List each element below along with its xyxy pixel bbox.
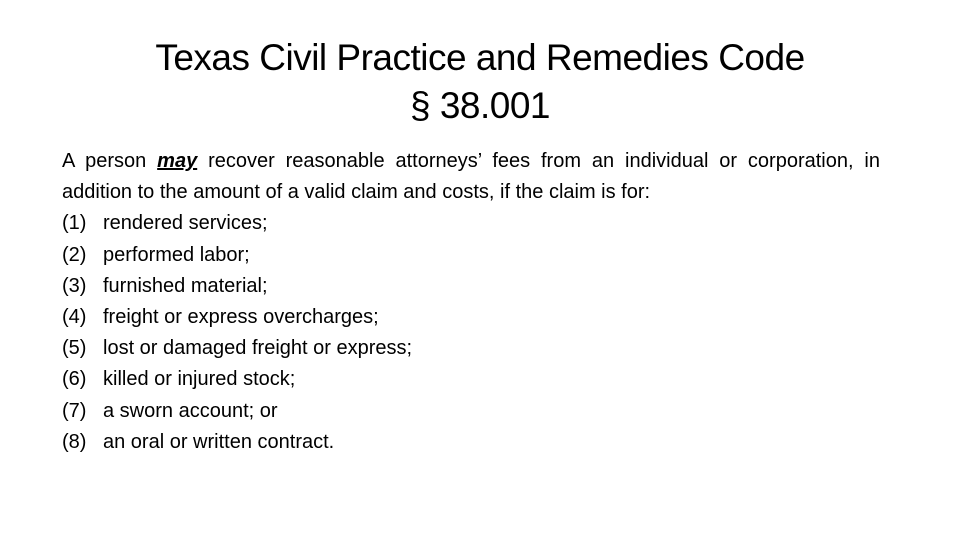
list-item-number: (7): [62, 399, 87, 422]
list-item-number: (8): [62, 430, 87, 453]
list-item-number: (5): [62, 337, 87, 360]
list-item: [62, 396, 880, 427]
intro-text-before: A person: [62, 150, 158, 172]
list-item-text: rendered services;: [103, 212, 268, 235]
list-item-text: furnished material;: [103, 274, 268, 297]
list-item-number: (6): [62, 368, 87, 391]
list-item-number: (3): [62, 274, 87, 297]
list-item: [62, 364, 880, 395]
statute-body: [62, 146, 880, 458]
page-title: [0, 34, 960, 130]
intro-text-after: recover reasonable attorneys’ fees from an individual or corporation, in addition to the amount of a valid claim and costs, if the claim is for:: [62, 150, 880, 204]
list-item-number: (2): [62, 243, 87, 266]
claim-list: [62, 208, 880, 458]
list-item-text: a sworn account; or: [103, 399, 278, 422]
list-item-number: (1): [62, 212, 87, 235]
list-item-text: an oral or written contract.: [103, 430, 335, 453]
title-line-2: § 38.001: [409, 85, 551, 126]
list-item: [62, 240, 880, 271]
list-item: [62, 427, 880, 458]
list-item-text: lost or damaged freight or express;: [103, 337, 413, 360]
list-item: [62, 302, 880, 333]
list-item-text: performed labor;: [103, 243, 250, 266]
intro-emphasis: may: [157, 150, 198, 172]
list-item-text: killed or injured stock;: [103, 368, 296, 391]
list-item-text: freight or express overcharges;: [103, 306, 379, 329]
title-line-1: Texas Civil Practice and Remedies Code: [155, 37, 805, 78]
list-item: [62, 333, 880, 364]
intro-paragraph: [62, 146, 880, 208]
list-item: [62, 271, 880, 302]
list-item-number: (4): [62, 306, 87, 329]
list-item: [62, 208, 880, 239]
